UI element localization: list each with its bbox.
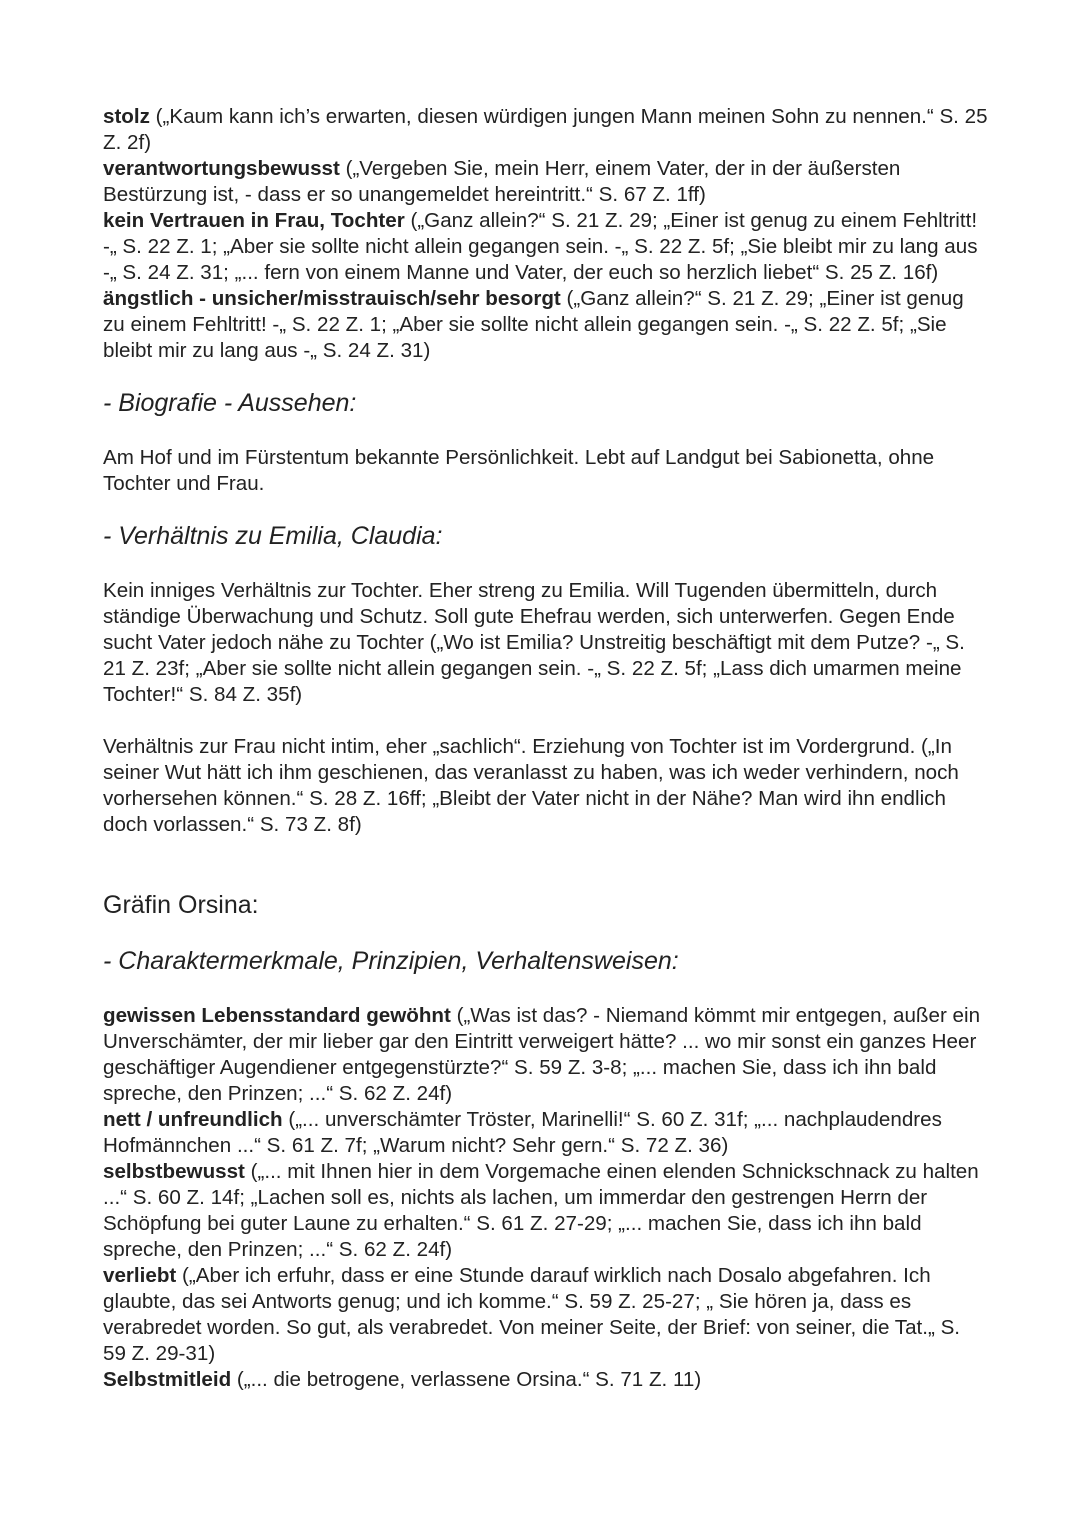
- trait-term: gewissen Lebensstandard gewöhnt: [103, 1004, 451, 1027]
- trait-entry: [103, 1107, 988, 1159]
- trait-term: stolz: [103, 105, 150, 128]
- orsina-subheading: - Charaktermerkmale, Prinzipien, Verhaltensweisen:: [103, 947, 679, 975]
- trait-quote: („Aber ich erfuhr, dass er eine Stunde darauf wirklich nach Dosalo abgefahren. Ich glaubte, das sei Antworts genug; und ich komme.“ S. 59 Z. 25-27; „ Sie hören ja, dass es verabredet worden. So gut, als verabredet. Von meiner Seite, der Brief: von seiner, die Tat.„ S. 59 Z. 29-31): [103, 1264, 961, 1365]
- trait-quote: („Ganz allein?“ S. 21 Z. 29; „Einer ist genug zu einem Fehltritt! -„ S. 22 Z. 1; „Aber sie sollte nicht allein gegangen sein. -„ S. 22 Z. 5f; „Sie bleibt mir zu lang aus -„ S. 24 Z. 31): [103, 287, 964, 362]
- trait-quote: („... unverschämter Tröster, Marinelli!“ S. 60 Z. 31f; „... nachplaudendres Hofmännchen ...“ S. 61 Z. 7f; „Warum nicht? Sehr gern.“ S. 72 Z. 36): [103, 1108, 942, 1157]
- trait-entry: [103, 1159, 988, 1263]
- trait-quote: („Kaum kann ich’s erwarten, diesen würdigen jungen Mann meinen Sohn zu nennen.“ S. 25 Z. 2f): [103, 105, 988, 154]
- trait-entry: [103, 1003, 988, 1107]
- trait-term: ängstlich - unsicher/misstrauisch/sehr besorgt: [103, 287, 561, 310]
- trait-quote: („Ganz allein?“ S. 21 Z. 29; „Einer ist genug zu einem Fehltritt! -„ S. 22 Z. 1; „Aber sie sollte nicht allein gegangen sein. -„ S. 22 Z. 5f; „Sie bleibt mir zu lang aus -„ S. 24 Z. 31; „... fern von einem Manne und Vater, der euch so herzlich liebet“ S. 25 Z. 16f): [103, 209, 978, 284]
- biografie-text: Am Hof und im Fürstentum bekannte Persönlichkeit. Lebt auf Landgut bei Sabionetta, ohne Tochter und Frau.: [103, 446, 935, 495]
- trait-quote: („Vergeben Sie, mein Herr, einem Vater, der in der äußersten Bestürzung ist, - dass er so unangemeldet hereintritt.“ S. 67 Z. 1ff): [103, 157, 901, 206]
- orsina-heading: Gräfin Orsina:: [103, 891, 259, 919]
- trait-entry: [103, 208, 988, 286]
- trait-entry: [103, 1263, 988, 1367]
- orsina-traits: [103, 1003, 988, 1393]
- trait-term: selbstbewusst: [103, 1160, 245, 1183]
- verhaeltnis-paragraph-2: Verhältnis zur Frau nicht intim, eher „sachlich“. Erziehung von Tochter ist im Vordergrund. („In seiner Wut hätt ich ihm geschienen, das veranlasst zu haben, was ich weder verhindern, noch vorhersehen können.“ S. 28 Z. 16ff; „Bleibt der Vater nicht in der Nähe? Man wird ihn endlich doch vorlassen.“ S. 73 Z. 8f): [103, 735, 959, 836]
- trait-term: verliebt: [103, 1264, 177, 1287]
- trait-quote: („... mit Ihnen hier in dem Vorgemache einen elenden Schnickschnack zu halten ...“ S. 60 Z. 14f; „Lachen soll es, nichts als lachen, um immerdar den gestrengen Herrn der Schöpfung bei guter Laune zu erhalten.“ S. 61 Z. 27-29; „... machen Sie, dass ich ihn bald spreche, den Prinzen; ...“ S. 62 Z. 24f): [103, 1160, 979, 1261]
- verhaeltnis-heading: - Verhältnis zu Emilia, Claudia:: [103, 522, 443, 550]
- trait-entry: [103, 1367, 988, 1393]
- trait-quote: („... die betrogene, verlassene Orsina.“ S. 71 Z. 11): [231, 1368, 702, 1391]
- trait-entry: [103, 156, 988, 208]
- biografie-heading: - Biografie - Aussehen:: [103, 389, 357, 417]
- trait-entry: [103, 286, 988, 364]
- verhaeltnis-paragraph-1: Kein inniges Verhältnis zur Tochter. Eher streng zu Emilia. Will Tugenden übermitteln, durch ständige Überwachung und Schutz. Soll gute Ehefrau werden, sich unterwerfen. Gegen Ende sucht Vater jedoch nähe zu Tochter („Wo ist Emilia? Unstreitig beschäftigt mit dem Putze? -„ S. 21 Z. 23f; „Aber sie sollte nicht allein gegangen sein. -„ S. 22 Z. 5f; „Lass dich umarmen meine Tochter!“ S. 84 Z. 35f): [103, 579, 965, 706]
- trait-term: Selbstmitleid: [103, 1368, 232, 1391]
- trait-quote: („Was ist das? - Niemand kömmt mir entgegen, außer ein Unverschämter, der mir lieber gar den Eintritt verweigert hätte? ... wo mir sonst ein ganzes Heer geschäftiger Augendiener entgegenstürzte?“ S. 59 Z. 3-8; „... machen Sie, dass ich ihn bald spreche, den Prinzen; ...“ S. 62 Z. 24f): [103, 1004, 981, 1105]
- trait-entry: [103, 104, 988, 156]
- document-page: [103, 104, 988, 1393]
- trait-term: verantwortungsbewusst: [103, 157, 340, 180]
- trait-term: nett / unfreundlich: [103, 1108, 283, 1131]
- trait-term: kein Vertrauen in Frau, Tochter: [103, 209, 405, 232]
